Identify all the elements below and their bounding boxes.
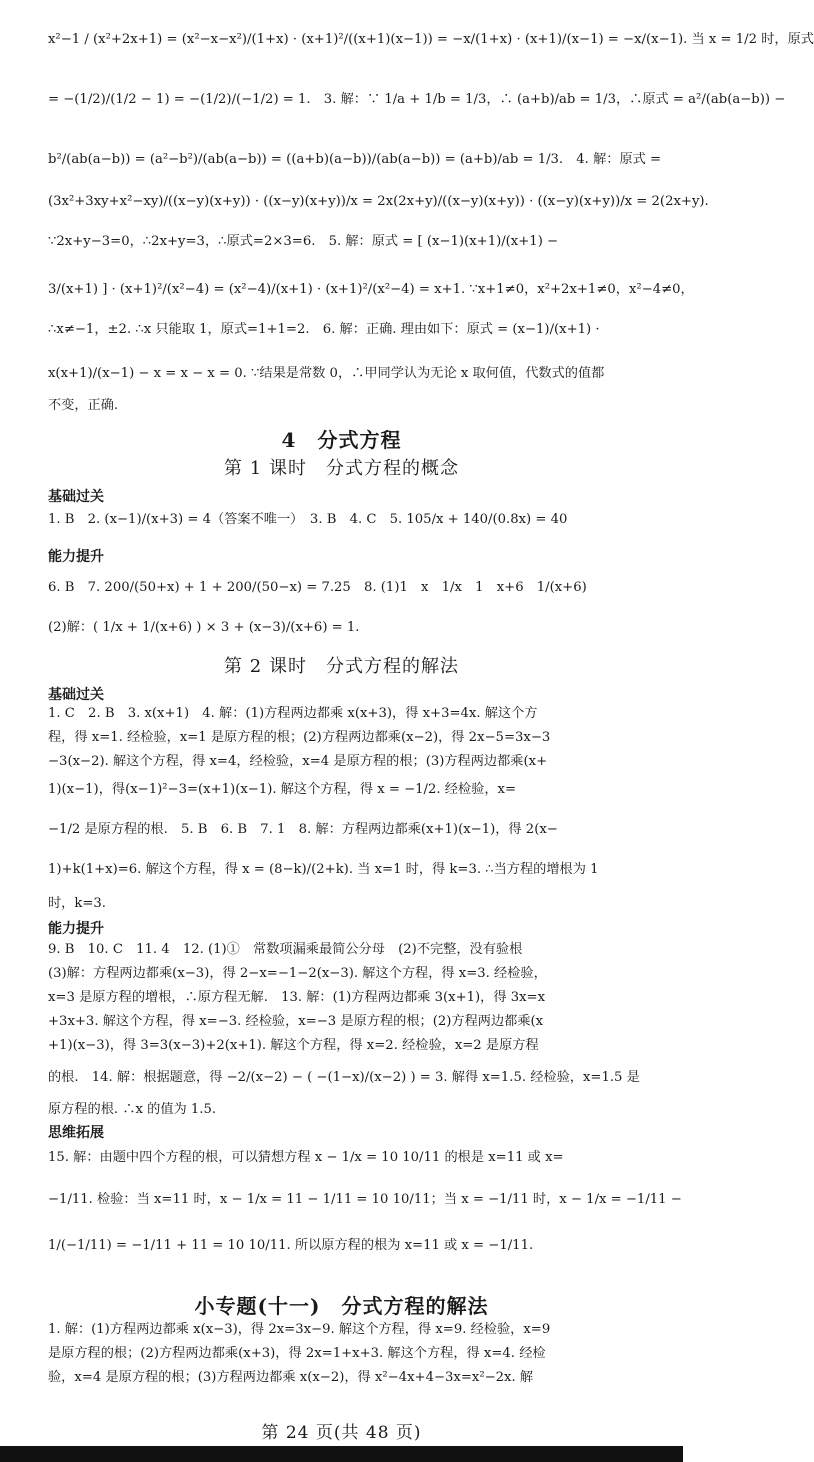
text-line: 3/(x+1) ] · (x+1)²/(x²−4) = (x²−4)/(x+1) · (x+1)²/(x²−4) = x+1. ∵x+1≠0，x²+2x+1≠0，x²−4≠0， [48, 282, 694, 297]
text-line: 时，k=3. [48, 896, 106, 911]
text-line: (3)解：方程两边都乘(x−3)，得 2−x=−1−2(x−3). 解这个方程，得 x=3. 经检验， [48, 966, 547, 981]
chapter-title: 4 分式方程 [281, 428, 402, 452]
text-line: +3x+3. 解这个方程，得 x=−3. 经检验，x=−3 是原方程的根；(2)方程两边都乘(x [48, 1014, 544, 1029]
text-line: 9. B 10. C 11. 4 12. (1)① 常数项漏乘最简公分母 (2)不完整，没有验根 [48, 942, 523, 957]
text-line: 的根. 14. 解：根据题意，得 −2/(x−2) − ( −(1−x)/(x−2) ) = 3. 解得 x=1.5. 经检验，x=1.5 是 [48, 1070, 640, 1085]
lesson-title: 第 2 课时 分式方程的解法 [224, 656, 459, 677]
text-line: 1. C 2. B 3. x(x+1) 4. 解：(1)方程两边都乘 x(x+3)，得 x+3=4x. 解这个方 [48, 706, 538, 721]
text-line: −1/2 是原方程的根. 5. B 6. B 7. 1 8. 解：方程两边都乘(x+1)(x−1)，得 2(x− [48, 822, 558, 837]
text-line: 1)(x−1)，得(x−1)²−3=(x+1)(x−1). 解这个方程，得 x = −1/2. 经检验，x= [48, 782, 517, 797]
text-line: 不变，正确. [48, 398, 119, 413]
text-line: 验，x=4 是原方程的根；(3)方程两边都乘 x(x−2)，得 x²−4x+4−3x=x²−2x. 解 [48, 1370, 534, 1385]
text-line: (3x²+3xy+x²−xy)/((x−y)(x+y)) · ((x−y)(x+y))/x = 2x(2x+y)/((x−y)(x+y)) · ((x−y)(x+y))/x = 2(2x+y). [48, 194, 709, 209]
scan-edge [0, 1446, 683, 1462]
section-heading: 能力提升 [48, 921, 104, 937]
text-line: ∴x≠−1，±2. ∴x 只能取 1，原式=1+1=2. 6. 解：正确. 理由如下：原式 = (x−1)/(x+1) · [48, 322, 600, 337]
text-line: 1. B 2. (x−1)/(x+3) = 4（答案不唯一） 3. B 4. C 5. 105/x + 140/(0.8x) = 40 [48, 512, 568, 527]
text-line: −1/11. 检验：当 x=11 时，x − 1/x = 11 − 1/11 = 10 10/11；当 x = −1/11 时，x − 1/x = −1/11 − [48, 1192, 682, 1207]
text-line: x=3 是原方程的增根，∴原方程无解. 13. 解：(1)方程两边都乘 3(x+1)，得 3x=x [48, 990, 546, 1005]
section-heading: 能力提升 [48, 549, 104, 565]
text-line: = −(1/2)/(1/2 − 1) = −(1/2)/(−1/2) = 1. 3. 解：∵ 1/a + 1/b = 1/3，∴ (a+b)/ab = 1/3，∴原式 = a²/(ab(a−b)) − [48, 92, 786, 107]
text-line: 是原方程的根；(2)方程两边都乘(x+3)，得 2x=1+x+3. 解这个方程，得 x=4. 经检 [48, 1346, 546, 1361]
lesson-title: 第 1 课时 分式方程的概念 [224, 458, 459, 479]
text-line: b²/(ab(a−b)) = (a²−b²)/(ab(a−b)) = ((a+b)(a−b))/(ab(a−b)) = (a+b)/ab = 1/3. 4. 解：原式 = [48, 152, 662, 167]
text-line: x²−1 / (x²+2x+1) = (x²−x−x²)/(1+x) · (x+1)²/((x+1)(x−1)) = −x/(1+x) · (x+1)/(x−1) = −x/(x−1). 当 x = 1/2 时，原式 [48, 32, 814, 47]
text-line: 15. 解：由题中四个方程的根，可以猜想方程 x − 1/x = 10 10/11 的根是 x=11 或 x= [48, 1150, 564, 1165]
text-line: −3(x−2). 解这个方程，得 x=4，经检验，x=4 是原方程的根；(3)方程两边都乘(x+ [48, 754, 548, 769]
section-heading: 思维拓展 [48, 1125, 104, 1141]
text-line: 1/(−1/11) = −1/11 + 11 = 10 10/11. 所以原方程的根为 x=11 或 x = −1/11. [48, 1238, 534, 1253]
text-line: +1)(x−3)，得 3=3(x−3)+2(x+1). 解这个方程，得 x=2. 经检验，x=2 是原方程 [48, 1038, 539, 1053]
page-footer: 第 24 页(共 48 页) [261, 1423, 422, 1443]
special-topic-title: 小专题(十一) 分式方程的解法 [194, 1294, 489, 1318]
text-line: ∵2x+y−3=0，∴2x+y=3，∴原式=2×3=6. 5. 解：原式 = [ (x−1)(x+1)/(x+1) − [48, 234, 559, 249]
text-line: 1)+k(1+x)=6. 解这个方程，得 x = (8−k)/(2+k). 当 x=1 时，得 k=3. ∴当方程的增根为 1 [48, 862, 599, 877]
text-line: 6. B 7. 200/(50+x) + 1 + 200/(50−x) = 7.25 8. (1)1 x 1/x 1 x+6 1/(x+6) [48, 580, 587, 595]
text-line: 1. 解：(1)方程两边都乘 x(x−3)，得 2x=3x−9. 解这个方程，得 x=9. 经检验，x=9 [48, 1322, 551, 1337]
text-line: x(x+1)/(x−1) − x = x − x = 0. ∵结果是常数 0，∴甲同学认为无论 x 取何值，代数式的值都 [48, 366, 605, 381]
text-line: 原方程的根. ∴x 的值为 1.5. [48, 1102, 217, 1117]
section-heading: 基础过关 [48, 489, 104, 505]
text-line: (2)解：( 1/x + 1/(x+6) ) × 3 + (x−3)/(x+6) = 1. [48, 620, 360, 635]
section-heading: 基础过关 [48, 687, 104, 703]
text-line: 程，得 x=1. 经检验，x=1 是原方程的根；(2)方程两边都乘(x−2)，得 2x−5=3x−3 [48, 730, 551, 745]
